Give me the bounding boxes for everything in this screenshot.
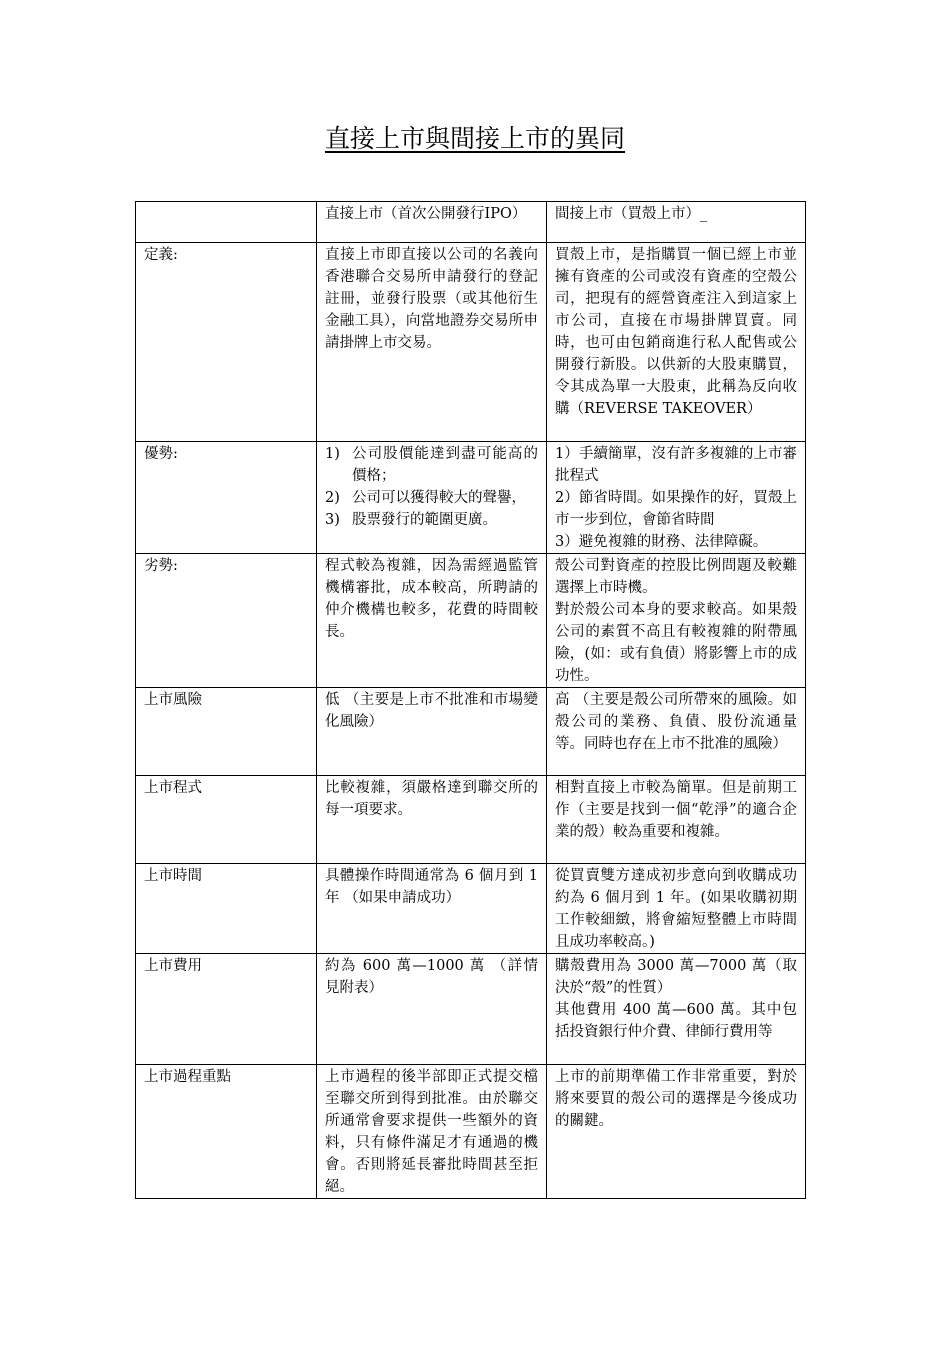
table-row-listing-procedure bbox=[136, 776, 806, 864]
disadvantages-direct: 程式較為複雜，因為需經過監管機構審批，成本較高，所聘請的仲介機構也較多，花費的時間較長。 bbox=[317, 554, 547, 688]
table-row-definition bbox=[136, 243, 806, 442]
table-row-listing-cost bbox=[136, 954, 806, 1065]
advantages-indirect bbox=[547, 442, 806, 554]
advantages-direct-list bbox=[325, 443, 538, 531]
list-item-number: 1) bbox=[325, 446, 340, 462]
row-label-listing-cost: 上市費用 bbox=[136, 954, 317, 1065]
listing-procedure-direct: 比較複雜，須嚴格達到聯交所的每一項要求。 bbox=[317, 776, 547, 864]
disadvantages-indirect-point: 對於殼公司本身的要求較高。如果殼公司的素質不高且有較複雜的附帶風險，(如：或有負債）將影響上市的成功性。 bbox=[555, 602, 797, 684]
row-label-listing-key-points: 上市過程重點 bbox=[136, 1065, 317, 1199]
list-item bbox=[325, 443, 538, 487]
row-label-listing-risk: 上市風險 bbox=[136, 688, 317, 776]
list-item-number: 2) bbox=[325, 490, 340, 506]
advantages-direct bbox=[317, 442, 547, 554]
list-item bbox=[325, 509, 538, 531]
advantages-indirect-point: 3）避免複雜的財務、法律障礙。 bbox=[555, 534, 768, 550]
list-item-number: 3) bbox=[325, 512, 340, 528]
table-row-advantages bbox=[136, 442, 806, 554]
document-title bbox=[0, 122, 950, 156]
listing-key-points-indirect: 上市的前期準備工作非常重要，對於將來要買的殼公司的選擇是今後成功的關鍵。 bbox=[547, 1065, 806, 1199]
table-row-listing-key-points bbox=[136, 1065, 806, 1199]
table-row-listing-time bbox=[136, 864, 806, 954]
listing-cost-indirect bbox=[547, 954, 806, 1065]
list-item-text: 股票發行的範圍更廣。 bbox=[352, 512, 497, 528]
header-indirect-listing: 間接上市（買殼上市）_ bbox=[547, 202, 806, 243]
listing-risk-indirect: 高 （主要是殼公司所帶來的風險。如殼公司的業務、負債、股份流通量等。同時也存在上市不批准的風險） bbox=[547, 688, 806, 776]
table-row-disadvantages bbox=[136, 554, 806, 688]
disadvantages-indirect bbox=[547, 554, 806, 688]
listing-procedure-indirect: 相對直接上市較為簡單。但是前期工作（主要是找到一個“乾淨”的適合企業的殼）較為重要和複雜。 bbox=[547, 776, 806, 864]
disadvantages-indirect-point: 殼公司對資產的控股比例問題及較難選擇上市時機。 bbox=[555, 558, 797, 596]
listing-key-points-direct: 上市過程的後半部即正式提交檔至聯交所到得到批准。由於聯交所通常會要求提供一些額外的資料，只有條件滿足才有通過的機會。否則將延長審批時間甚至拒絕。 bbox=[317, 1065, 547, 1199]
row-label-listing-procedure: 上市程式 bbox=[136, 776, 317, 864]
definition-indirect: 買殼上市，是指購買一個已經上市並擁有資產的公司或沒有資產的空殼公司，把現有的經營資產注入到這家上市公司，直接在市場掛牌買賣。同時，也可由包銷商進行私人配售或公開發行新股。以供新的大股東購買，令其成為單一大股東，此稱為反向收購（REVERSE TAKEOVER） bbox=[547, 243, 806, 442]
row-label-listing-time: 上市時間 bbox=[136, 864, 317, 954]
listing-time-direct: 具體操作時間通常為 6 個月到 1 年 （如果申請成功） bbox=[317, 864, 547, 954]
row-label-disadvantages: 劣勢: bbox=[136, 554, 317, 688]
definition-direct: 直接上市即直接以公司的名義向香港聯合交易所申請發行的登記註冊，並發行股票（或其他衍生金融工具），向當地證券交易所申請掛牌上市交易。 bbox=[317, 243, 547, 442]
listing-cost-indirect-point: 購殼費用為 3000 萬—7000 萬（取決於“殼”的性質） bbox=[555, 958, 797, 996]
table-header-row bbox=[136, 202, 806, 243]
header-direct-listing: 直接上市（首次公開發行IPO） bbox=[317, 202, 547, 243]
header-blank-cell bbox=[136, 202, 317, 243]
list-item-text: 公司可以獲得較大的聲譽， bbox=[352, 490, 526, 506]
listing-cost-indirect-point: 其他費用 400 萬—600 萬。其中包括投資銀行仲介費、律師行費用等 bbox=[555, 1002, 797, 1040]
list-item-text: 公司股價能達到盡可能高的價格； bbox=[352, 446, 538, 484]
list-item bbox=[325, 487, 538, 509]
advantages-indirect-point: 1）手續簡單，沒有許多複雜的上市審批程式 bbox=[555, 446, 797, 484]
document-title-text: 直接上市與間接上市的異同 bbox=[324, 124, 625, 153]
row-label-definition: 定義: bbox=[136, 243, 317, 442]
advantages-indirect-point: 2）節省時間。如果操作的好，買殼上市一步到位，會節省時間 bbox=[555, 490, 797, 528]
listing-time-indirect: 從買賣雙方達成初步意向到收購成功約為 6 個月到 1 年。(如果收購初期工作較細緻，將會縮短整體上市時間且成功率較高。) bbox=[547, 864, 806, 954]
listing-risk-direct: 低 （主要是上市不批准和市場變化風險） bbox=[317, 688, 547, 776]
table-row-listing-risk bbox=[136, 688, 806, 776]
comparison-table bbox=[135, 201, 806, 1199]
row-label-advantages: 優勢: bbox=[136, 442, 317, 554]
listing-cost-direct: 約為 600 萬—1000 萬 （詳情見附表） bbox=[317, 954, 547, 1065]
